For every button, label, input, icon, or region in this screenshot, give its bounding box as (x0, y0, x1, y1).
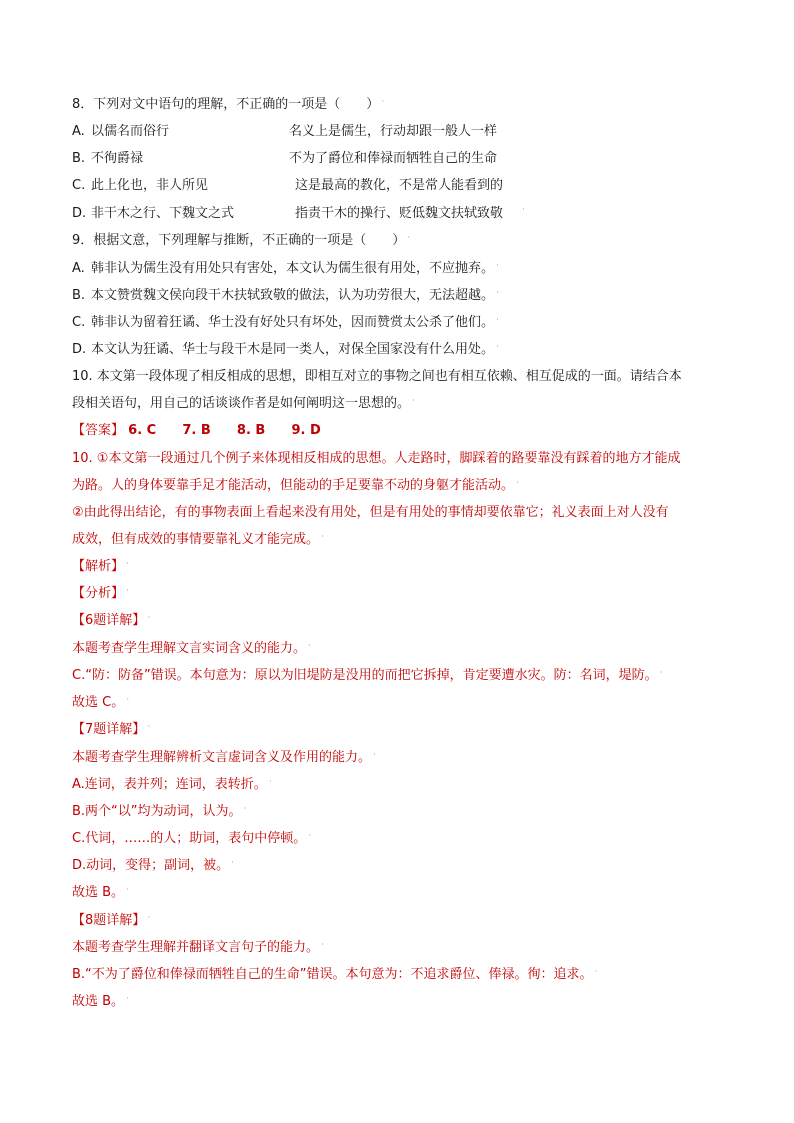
q8-detail-line-3: 故选 B。˙ (72, 994, 131, 1009)
q9-option-a: A. 韩非认为儒生没有用处只有害处，本文认为儒生很有用处，不应抛弃。˙ (72, 261, 501, 276)
q8-option-b: B. 不徇爵禄 不为了爵位和俸禄而牺牲自己的生命 (72, 151, 498, 166)
q8-detail-line-2: B.“不为了爵位和俸禄而牺牲自己的生命”错误。本句意为：不追求爵位、俸禄。徇：追求。˙ (72, 967, 599, 982)
q6-detail-line-2: C.“防：防备”错误。本句意为：原以为旧堤防是没用的而把它拆掉，肯定要遭水灾。防：名词，堤防。˙ (72, 668, 664, 683)
q7-detail-line-5: D.动词，变得；副词，被。˙ (72, 858, 236, 873)
q6-detail-title: 【6题详解】˙ (72, 613, 152, 628)
answer-line (72, 422, 321, 440)
q6-detail-line-3: 故选 C。˙ (72, 695, 131, 710)
answer-q10-line-4: 成效，但有成效的事情要靠礼义才能完成。˙ (72, 532, 326, 547)
q7-detail-line-3: B.两个“以”均为动词，认为。˙ (72, 804, 248, 819)
answer-item: 8. B (236, 423, 266, 438)
answer-q10-line-1: 10. ①本文第一段通过几个例子来体现相反相成的思想。人走路时，脚踩着的路要靠没有踩着的地方才能成 (72, 451, 681, 466)
answer-item: 7. B (182, 423, 211, 438)
answer-q10-line-3: ②由此得出结论，有的事物表面上看起来没有用处，但是有用处的事情却要依靠它；礼义表面上对人没有 (72, 505, 669, 520)
q7-detail-line-2: A.连词，表并列；连词，表转折。˙ (72, 777, 273, 792)
fenxi-label: 【分析】˙ (72, 586, 131, 601)
q7-detail-title: 【7题详解】˙ (72, 722, 152, 737)
q7-detail-line-1: 本题考查学生理解辨析文言虚词含义及作用的能力。˙ (72, 750, 378, 765)
q7-detail-line-4: C.代词，……的人；助词，表句中停顿。˙ (72, 831, 313, 846)
q8-detail-title: 【8题详解】˙ (72, 913, 152, 928)
q8-option-d: D. 非干木之行、下魏文之式 指责干木的操行、贬低魏文扶轼致敬 ˙ (72, 206, 526, 221)
q8-stem: 8．下列对文中语句的理解，不正确的一项是（ ）˙ (72, 97, 386, 112)
q8-option-c: C. 此上化也，非人所见 这是最高的教化，不是常人能看到的 (72, 178, 504, 193)
q9-option-b: B. 本文赞赏魏文侯向段干木扶轼致敬的做法，认为功劳很大，无法超越。˙ (72, 288, 501, 303)
q9-option-d: D. 本文认为狂谲、华士与段干木是同一类人，对保全国家没有什么用处。˙ (72, 342, 501, 357)
q8-detail-line-1: 本题考查学生理解并翻译文言句子的能力。˙ (72, 940, 326, 955)
answer-item: 6. C (128, 423, 157, 438)
answer-label: 【答案】 (72, 423, 125, 438)
analysis-label: 【解析】˙ (72, 559, 131, 574)
q6-detail-line-1: 本题考查学生理解文言实词含义的能力。˙ (72, 641, 313, 656)
q10-line-1: 10. 本文第一段体现了相反相成的思想，即相互对立的事物之间也有相互依赖、相互促成的一面。请结合本 (72, 369, 682, 384)
q9-option-c: C. 韩非认为留着狂谲、华士没有好处只有坏处，因而赞赏太公杀了他们。˙ (72, 315, 501, 330)
q10-line-2: 段相关语句，用自己的话谈谈作者是如何阐明这一思想的。˙ (72, 396, 417, 411)
q7-detail-line-6: 故选 B。˙ (72, 885, 131, 900)
answer-q10-line-2: 为路。人的身体要靠手足才能活动，但能动的手足要靠不动的身躯才能活动。˙ (72, 478, 521, 493)
answer-item: 9. D (291, 423, 321, 438)
q8-option-a: A. 以儒名而俗行 名义上是儒生，行动却跟一般人一样 (72, 124, 498, 139)
q9-stem: 9．根据文意，下列理解与推断，不正确的一项是（ ）˙ (72, 233, 412, 248)
